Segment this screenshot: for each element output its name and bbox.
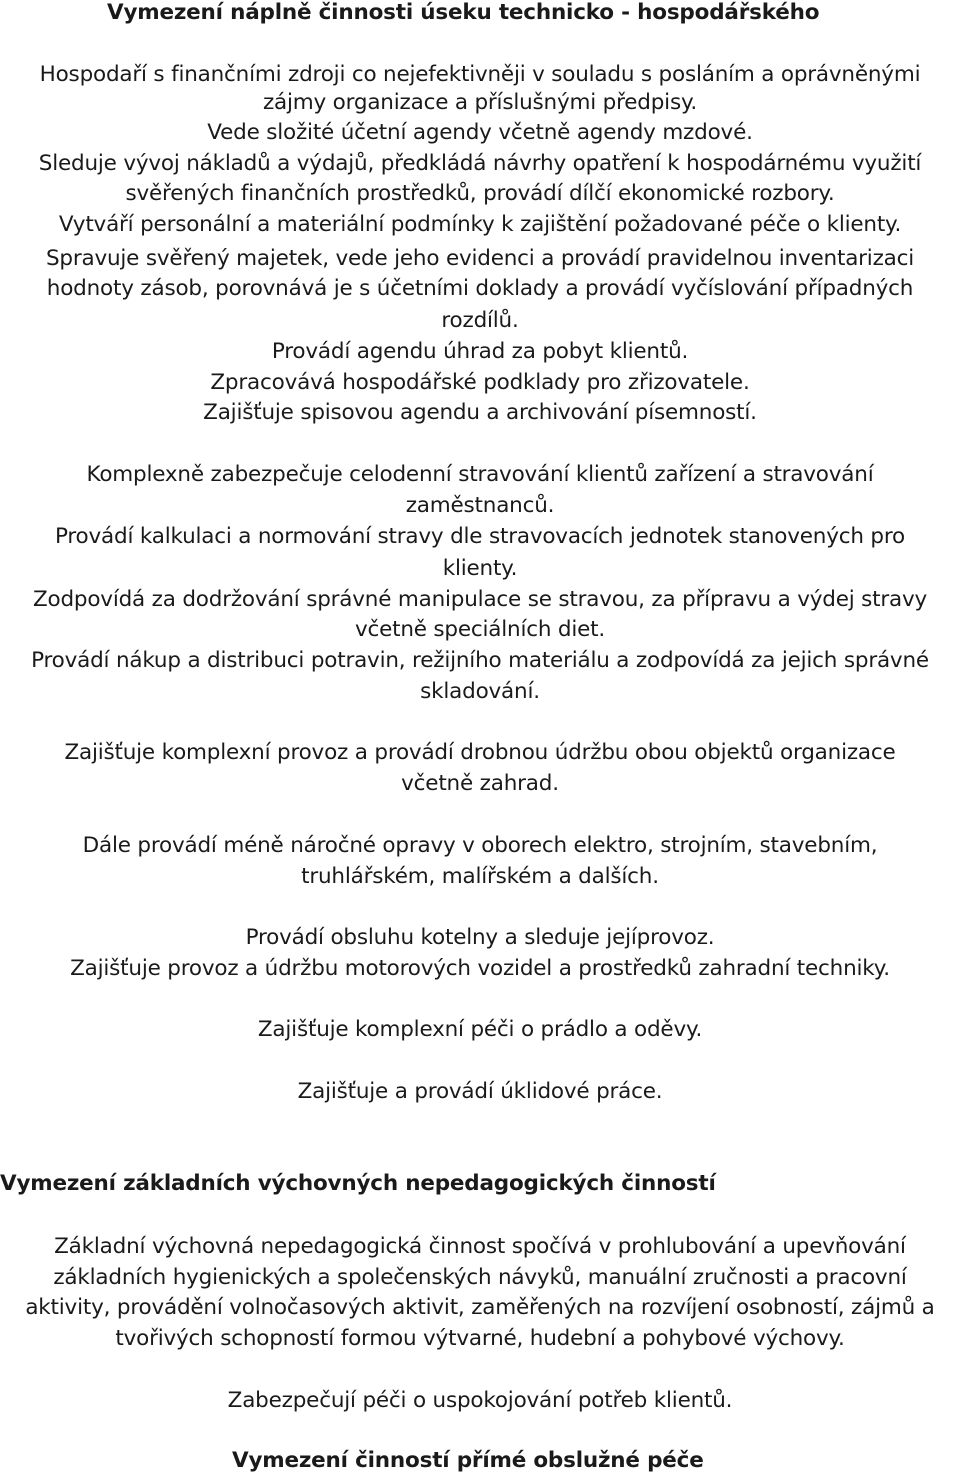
text-line: Vytváří personální a materiální podmínky k zajištění požadované péče o klienty. <box>58 212 902 237</box>
text-line: Vede složité účetní agendy včetně agendy mzdové. <box>207 120 753 145</box>
text-line: Zajišťuje komplexní péči o prádlo a oděvy. <box>257 1017 703 1042</box>
text-line: rozdílů. <box>441 308 519 333</box>
text-line: tvořivých schopností formou výtvarné, hudební a pohybové výchovy. <box>115 1326 845 1351</box>
text-line: Dále provádí méně náročné opravy v oborech elektro, strojním, stavebním, <box>82 833 878 858</box>
section-heading-educational: Vymezení základních výchovných nepedagogických činností <box>0 1171 716 1196</box>
text-line: Provádí nákup a distribuci potravin, režijního materiálu a zodpovídá za jejich správné <box>31 648 929 673</box>
text-line: včetně speciálních diet. <box>354 617 606 642</box>
text-line: Provádí kalkulaci a normování stravy dle stravovacích jednotek stanovených pro <box>55 524 905 549</box>
text-line: hodnoty zásob, porovnává je s účetními doklady a provádí vyčíslování případných <box>46 276 914 301</box>
text-line: Základní výchovná nepedagogická činnost spočívá v prohlubování a upevňování <box>54 1234 906 1259</box>
text-line: Zodpovídá za dodržování správné manipulace se stravou, za přípravu a výdej stravy <box>32 587 928 612</box>
text-line: Provádí agendu úhrad za pobyt klientů. <box>271 339 689 364</box>
text-line: Sleduje vývoj nákladů a výdajů, předkládá návrhy opatření k hospodárnému využití <box>38 151 922 176</box>
text-line: svěřených finančních prostředků, provádí dílčí ekonomické rozbory. <box>125 181 835 206</box>
text-line: zaměstnanců. <box>405 493 555 518</box>
text-line: Zajišťuje spisovou agendu a archivování písemností. <box>203 400 757 425</box>
text-line: truhlářském, malířském a dalších. <box>301 864 659 889</box>
text-line: základních hygienických a společenských návyků, manuální zručnosti a pracovní <box>53 1265 907 1290</box>
text-line: Zajišťuje provoz a údržbu motorových vozidel a prostředků zahradní techniky. <box>70 956 890 981</box>
text-line: zájmy organizace a příslušnými předpisy. <box>262 90 698 115</box>
text-line: Hospodaří s finančními zdroji co nejefektivněji v souladu s posláním a oprávněnými <box>39 62 921 87</box>
text-line: Komplexně zabezpečuje celodenní stravování klientů zařízení a stravování <box>86 462 874 487</box>
section-heading-technical-economic: Vymezení náplně činnosti úseku technicko - hospodářského <box>107 0 820 25</box>
text-line: Spravuje svěřený majetek, vede jeho evidenci a provádí pravidelnou inventarizaci <box>45 246 915 271</box>
text-line: skladování. <box>420 679 540 704</box>
text-line: aktivity, provádění volnočasových aktivit, zaměřených na rozvíjení osobností, zájmů a <box>25 1295 935 1320</box>
section-heading-direct-care: Vymezení činností přímé obslužné péče <box>232 1448 704 1473</box>
text-line: včetně zahrad. <box>401 771 559 796</box>
text-line: Zpracovává hospodářské podklady pro zřizovatele. <box>210 370 750 395</box>
text-line: klienty. <box>442 556 518 581</box>
text-line: Zajišťuje a provádí úklidové práce. <box>297 1079 663 1104</box>
text-line: Provádí obsluhu kotelny a sleduje jejíprovoz. <box>245 925 715 950</box>
text-line: Zabezpečují péči o uspokojování potřeb klientů. <box>227 1388 733 1413</box>
text-line: Zajišťuje komplexní provoz a provádí drobnou údržbu obou objektů organizace <box>64 740 896 765</box>
